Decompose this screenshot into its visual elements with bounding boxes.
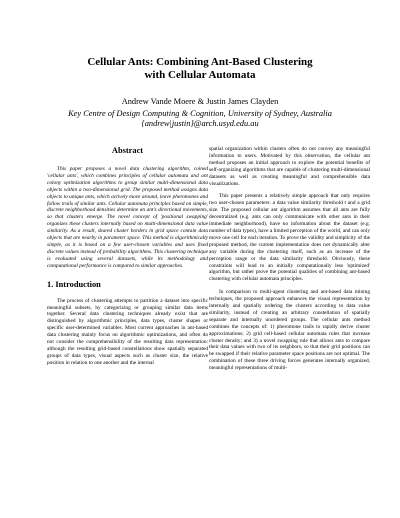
affiliation (0, 109, 400, 129)
paper-title (0, 56, 400, 82)
intro-paragraph-1: The process of clustering attempts to partition a dataset into specific meaningful subsets, by categorizing or grouping similar data items together. Several data clustering techniques already exist that are distinguished by algorithmic principles, data types, cluster shapes or specific user-determined variables. Most current approaches in ant-based data clustering mainly focus on algorithmic optimizations, and often do not consider the comprehensibility of the resulting data representation: although the resulting grid-based constellations show spatially separated groups of data types, visual aspects such as cluster size, the relative position in relation to one another and the internal (47, 297, 208, 366)
left-column (47, 146, 208, 373)
right-column (209, 146, 370, 378)
right-paragraph-1: spatial organization within clusters often do not convey any meaningful information to users. Motivated by this observation, the cellular ant method proposes an initial approach to explore the potential benefits of self-organizing algorithms that are capable of clustering multi-dimensional datasets as well as creating meaningful and comprehensible data visualizations. (209, 146, 370, 187)
abstract-text: This paper proposes a novel data clustering algorithm, coined 'cellular ants', which combines principles of cellular automata and ant colony optimization algorithms to group similar multi-dimensional data objects within a two-dimensional grid. The proposed method assigns data objects to unique ants, which actively move around, leave pheromones and follow trails of similar ants. Cellular automata principles based on simple, discrete neighborhood densities determine an ant's directional movements, so that clusters emerge. The novel concept of 'positional swapping' organizes these clusters internally based on multi-dimensional data value similarity. As a result, shared cluster borders in grid space contain data objects that are nearby in parameter space. This method is algorithmically simple, as it is based on a few user-chosen variables and uses fixed discrete values instead of probability algorithms. This clustering technique is evaluated using several datasets, while its methodology and computational performance is compared to similar approaches. (47, 166, 208, 269)
affiliation-line-1: Key Centre of Design Computing & Cognition, University of Sydney, Australia (68, 109, 332, 118)
right-paragraph-3: In comparison to multi-agent clustering and ant-based data mining techniques, the proposed approach enhances the visual representation by internally and spatially ordering the clusters according to data value similarity, instead of creating an arbitrary constellation of spatially separate and internally unordered groups. The cellular ants method combines the concepts of: 1) pheromone trails to rapidly derive cluster approximations; 2) grid cell-based cellular automata rules that increase cluster density; and 3) a novel swapping rule that allows ants to compare their data values with two of its neighbors, so that their grid positions can be swapped if their relative parameter space positions are not optimal. The combination of these three driving forces generates internally organized, meaningful representations of multi- (209, 289, 370, 372)
right-paragraph-2: This paper presents a relatively simple approach that only requires two user-chosen parameters: a data value similarity threshold t and a grid size. The proposed cellular ant algorithm assumes that all ants are fully decentralized (e.g. ants can only communicate with other ants in their immediate neighborhood), have no information about the dataset (e.g. number of data types), have a limited perception of the world, and can only move one cell for each iteration. To prove the validity and simplicity of the proposed method, the current implementation does not dynamically alter any variable during the clustering itself, such as an increase of the perception range or the data similarity threshold. Obviously, these constraints will lead to an initially computationally less 'optimized' algorithm, but rather prove the potential qualities of combining ant-based clustering with cellular automata principles. (209, 193, 371, 283)
intro-heading: 1. Introduction (47, 279, 101, 289)
title-line-1: Cellular Ants: Combining Ant-Based Clustering (87, 56, 313, 68)
authors: Andrew Vande Moere & Justin James Clayden (121, 97, 279, 106)
title-line-2: with Cellular Automata (144, 69, 256, 81)
abstract-heading: Abstract (111, 146, 144, 155)
affiliation-email: {andrew|justin}@arch.usyd.edu.au (141, 119, 259, 128)
